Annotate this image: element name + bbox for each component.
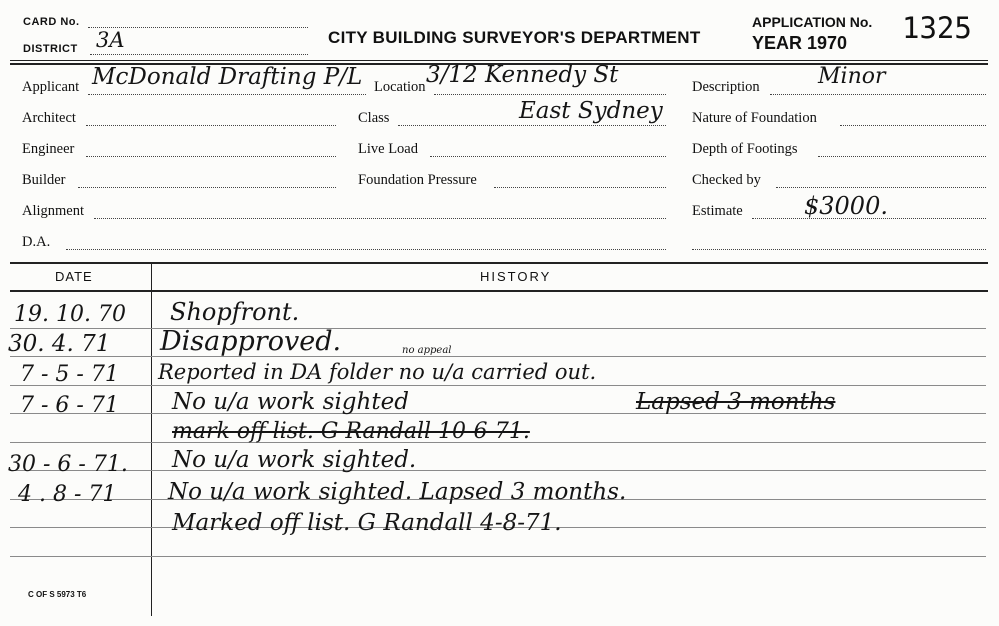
class-value: East Sydney: [519, 98, 663, 124]
entry-text-line2: mark off list. G Randall 10-6-71.: [172, 419, 530, 444]
foundation-pressure-label: Foundation Pressure: [358, 172, 477, 188]
history-header: HISTORY: [480, 269, 552, 284]
department-title: CITY BUILDING SURVEYOR'S DEPARTMENT: [328, 28, 701, 47]
builder-label: Builder: [22, 172, 66, 188]
card-no-label: CARD No.: [23, 16, 80, 28]
entry-note: no appeal: [402, 345, 452, 356]
foundation-pressure-line: [494, 187, 666, 188]
alignment-label: Alignment: [22, 203, 85, 219]
estimate-label: Estimate: [692, 203, 743, 219]
class-line: [398, 125, 666, 126]
checked-by-label: Checked by: [692, 172, 761, 188]
builder-line: [78, 187, 336, 188]
entry-date: 7 - 6 - 71: [20, 393, 119, 418]
date-header: DATE: [55, 269, 93, 284]
description-value: Minor: [818, 64, 886, 89]
estimate-value: $3000.: [804, 192, 888, 220]
entry-text: No u/a work sighted. Lapsed 3 months.: [168, 479, 627, 505]
location-line: [434, 94, 666, 95]
engineer-line: [86, 156, 336, 157]
description-line: [770, 94, 986, 95]
extra-line: [692, 249, 986, 250]
depth-line: [818, 156, 986, 157]
live-load-line: [430, 156, 666, 157]
entry-date: 7 - 5 - 71: [20, 362, 119, 387]
applicant-value: McDonald Drafting P/L: [92, 64, 363, 90]
class-label: Class: [358, 110, 390, 126]
architect-label: Architect: [22, 110, 76, 126]
alignment-line: [94, 218, 666, 219]
application-no-label: APPLICATION No.: [752, 14, 873, 30]
row-line: [10, 470, 986, 471]
entry-date: 30 - 6 - 71.: [8, 452, 128, 477]
date-column-divider: [151, 264, 152, 616]
entry-date: 4 . 8 - 71: [18, 482, 117, 507]
entry-date: 19. 10. 70: [14, 302, 126, 327]
entry-text-line2: Marked off list. G Randall 4-8-71.: [172, 510, 562, 536]
architect-line: [86, 125, 336, 126]
entry-text: No u/a work sighted.: [172, 447, 417, 473]
row-line: [10, 556, 986, 557]
description-label: Description: [692, 79, 760, 95]
row-line: [10, 328, 986, 329]
engineer-label: Engineer: [22, 141, 75, 157]
da-label: D.A.: [22, 234, 51, 250]
district-value: 3A: [96, 28, 125, 52]
district-label: DISTRICT: [23, 43, 78, 55]
entry-text: Reported in DA folder no u/a carried out.: [158, 360, 597, 384]
history-top-rule: [10, 262, 988, 264]
application-number: 1325: [902, 11, 972, 45]
entry-text: No u/a work sighted: [172, 389, 409, 415]
year-label: YEAR 1970: [752, 33, 848, 53]
entry-date: 30. 4. 71: [8, 331, 111, 357]
district-line: [90, 54, 308, 55]
applicant-line: [88, 94, 366, 95]
entry-text: Shopfront.: [170, 298, 300, 326]
row-line: [10, 413, 986, 414]
row-line: [10, 385, 986, 386]
entry-struck-text: Lapsed 3 months: [636, 389, 836, 415]
live-load-label: Live Load: [358, 141, 418, 157]
nature-of-foundation-label: Nature of Foundation: [692, 110, 817, 126]
da-line: [66, 249, 666, 250]
entry-text: Disapproved.: [160, 326, 342, 357]
history-header-rule: [10, 290, 988, 292]
checked-line: [776, 187, 986, 188]
row-line: [10, 356, 986, 357]
location-value: 3/12 Kennedy St: [426, 62, 619, 88]
nature-line: [840, 125, 986, 126]
location-label: Location: [374, 79, 426, 95]
applicant-label: Applicant: [22, 79, 80, 95]
top-rule: [10, 60, 988, 61]
depth-of-footings-label: Depth of Footings: [692, 141, 798, 157]
form-code: C OF S 5973 T6: [28, 590, 87, 599]
